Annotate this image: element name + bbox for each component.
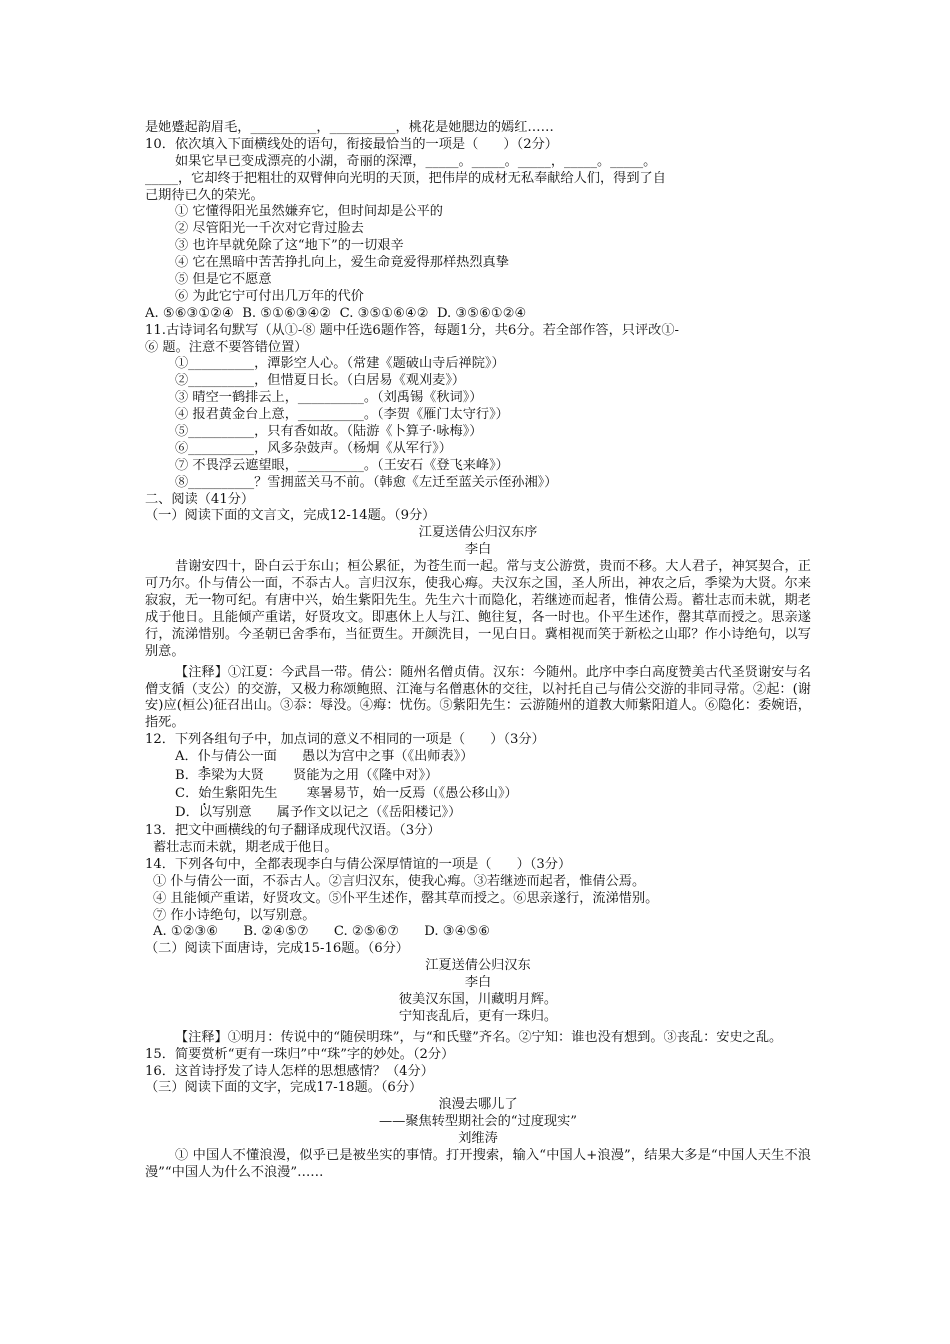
- q11-stem-1: 11.古诗词名句默写（从①-⑧ 题中任选6题作答，每题1分，共6分。若全部作答，只评改①-: [145, 322, 679, 338]
- q10-option-4: ④ 它在黑暗中苦苦挣扎向上，爱生命竟爱得那样热烈真挚: [175, 255, 509, 271]
- q13-sentence: 蓄壮志而未就，期老成于他日。: [153, 840, 338, 855]
- q10-stem: 10．依次填入下面横线处的语句，衔接最恰当的一项是（ ）（2分）: [145, 136, 558, 152]
- poem-title: 江夏送倩公归汉东: [425, 958, 531, 974]
- article-subtitle: ——聚焦转型期社会的“过度现实”: [378, 1114, 578, 1130]
- poem-author: 李白: [464, 975, 492, 991]
- q10-answer-choices: A. ⑤⑥③①②④ B. ⑤①⑥③④② C. ③⑤①⑥④② D. ③⑤⑥①②④: [145, 305, 527, 321]
- q10-option-2: ② 尽管阳光一千次对它背过脸去: [175, 221, 364, 237]
- q10-passage-line-2: _____，它却终于把粗壮的双臂伸向光明的天顶，把伟岸的成材无私奉献给人们，得到了自: [145, 170, 666, 186]
- q11-item-2: ②__________，但惜夏日长。（白居易《观刈麦》）: [175, 373, 466, 389]
- reading-part-2-heading: （二）阅读下面唐诗，完成15-16题。（6分）: [145, 941, 409, 957]
- q16-stem: 16．这首诗抒发了诗人怎样的思想感情？（4分）: [145, 1063, 434, 1079]
- classical-passage: 昔谢安四十，卧白云于东山；桓公累征，为苍生而一起。常与支公游赏，贵而不移。大人君子，神冥契合，正可乃尔。仆与倩公一面，不忝古人。言归汉东，使我心痗。夫汉东之国，圣人所出，神农之后，季梁为大贤。尔来寂寂，无一物可纪。有唐中兴，始生紫阳先生。先生六十而隐化，若继迹而起者，惟倩公焉。蓄壮志而未就，期老成于他日。且能倾产重诺，好贤攻文。即惠休上人与江、鲍往复，各一时也。仆平生述作，罄其草而授之。思亲遂行，流涕惜别。今圣朝已舍季布，当征贾生。开颜洗目，一见白日。冀相视而笑于新松之山耶？作小诗绝句，以写别意。: [145, 559, 811, 659]
- q11-stem-2: ⑥ 题。注意不要答错位置）: [145, 339, 308, 355]
- poem-line-1: 彼美汉东国，川藏明月辉。: [398, 992, 558, 1008]
- article-author: 刘维涛: [458, 1131, 498, 1147]
- q12-option-b: B．季梁为大贤 贤能为之用（《隆中对》）: [175, 767, 439, 783]
- poem-line-2: 宁知丧乱后，更有一珠归。: [398, 1008, 558, 1024]
- article-title: 浪漫去哪儿了: [438, 1097, 518, 1113]
- q10-option-5: ⑤ 但是它不愿意: [175, 272, 272, 288]
- q12-stem: 12．下列各组句子中，加点词的意义不相同的一项是（ ）（3分）: [145, 732, 545, 748]
- reading-part-1-heading: （一）阅读下面的文言文，完成12-14题。（9分）: [145, 508, 436, 524]
- q11-item-7: ⑦ 不畏浮云遮望眼，__________。（王安石《登飞来峰》）: [175, 457, 509, 473]
- passage-1-notes: 【注释】①江夏：今武昌一带。倩公：随州名僧贞倩。汉东：今随州。此序中李白高度赞美古代圣贤谢安与名僧支循（支公）的交游，又极力称颂鲍照、江淹与名僧惠休的交往，以衬托自己与倩公交游的非同寻常。②起：(谢安)应(桓公)征召出山。③忝：辱没。④痗：忧伤。⑤紫阳先生：云游随州的道教大师紫阳道人。⑥隐化：委婉语，指死。: [145, 664, 811, 731]
- q13-stem: 13．把文中画横线的句子翻译成现代汉语。（3分）: [145, 823, 441, 839]
- q14-items-3: ⑦ 作小诗绝句，以写别意。: [153, 907, 316, 923]
- q11-item-8: ⑧__________？雪拥蓝关马不前。（韩愈《左迁至蓝关示侄孙湘》）: [175, 474, 558, 490]
- article-paragraph-1: ① 中国人不懂浪漫，似乎已是被坐实的事情。打开搜索，输入“中国人+浪漫”，结果大多是“中国人天生不浪漫”“中国人为什么不浪漫”……: [145, 1148, 811, 1180]
- reading-part-3-heading: （三）阅读下面的文字，完成17-18题。（6分）: [145, 1080, 423, 1096]
- passage-1-title: 江夏送倩公归汉东序: [418, 525, 538, 541]
- q11-item-3: ③ 晴空一鹤排云上，__________。（刘禹锡《秋词》）: [175, 390, 483, 406]
- q15-stem: 15．简要赏析“更有一珠归”中“珠”字的妙处。（2分）: [145, 1046, 455, 1062]
- q14-answer-choices: A. ①②③⑥ B. ②④⑤⑦ C. ②⑤⑥⑦ D. ③④⑤⑥: [153, 924, 491, 940]
- q11-item-5: ⑤__________，只有香如故。（陆游《卜算子·咏梅》）: [175, 424, 483, 440]
- q12-option-c: C．始生紫阳先生 寒暑易节，始一反焉（《愚公移山》）: [175, 786, 518, 802]
- q10-option-3: ③ 也许早就免除了这“地下”的一切艰辛: [175, 238, 404, 254]
- q12-option-d: D．以写别意 属予作文以记之（《岳阳楼记》）: [175, 804, 462, 820]
- q12-option-a: A．仆与倩公一面 愚以为宫中之事（《出师表》）: [175, 749, 474, 765]
- passage-1-author: 李白: [464, 542, 492, 558]
- q14-items-2: ④ 且能倾产重诺，好贤攻文。⑤仆平生述作，罄其草而授之。⑥思亲遂行，流涕惜别。: [153, 890, 659, 906]
- poem-notes: 【注释】①明月：传说中的“随侯明珠”，与“和氏璧”齐名。②宁知：谁也没有想到。③丧乱：安史之乱。: [175, 1029, 783, 1045]
- q10-passage-line-3: 己期待已久的荣光。: [145, 187, 264, 203]
- q10-passage-line-1: 如果它早已变成漂亮的小湖，奇丽的深潭，_____。_____。_____，_____。_____。: [175, 153, 657, 169]
- q14-stem: 14．下列各句中，全都表现李白与倩公深厚情谊的一项是（ ）（3分）: [145, 856, 572, 872]
- q11-item-4: ④ 报君黄金台上意，__________。（李贺《雁门太守行》）: [175, 407, 509, 423]
- q11-item-6: ⑥__________，风多杂鼓声。（杨炯《从军行》）: [175, 440, 452, 456]
- q11-item-1: ①__________，潭影空人心。（常建《题破山寺后禅院》）: [175, 356, 505, 372]
- q14-items-1: ① 仆与倩公一面，不忝古人。②言归汉东，使我心痗。③若继迹而起者，惟倩公焉。: [153, 873, 646, 889]
- section-reading-heading: 二、阅读（41分）: [145, 491, 255, 507]
- q9-poem-line: 是她蹙起韵眉毛，__________，__________，桃花是她腮边的嫣红……: [145, 120, 554, 135]
- exam-page: [145, 120, 811, 1182]
- q10-option-1: ① 它懂得阳光虽然嫌弃它，但时间却是公平的: [175, 204, 443, 220]
- q10-option-6: ⑥ 为此它宁可付出几万年的代价: [175, 288, 364, 304]
